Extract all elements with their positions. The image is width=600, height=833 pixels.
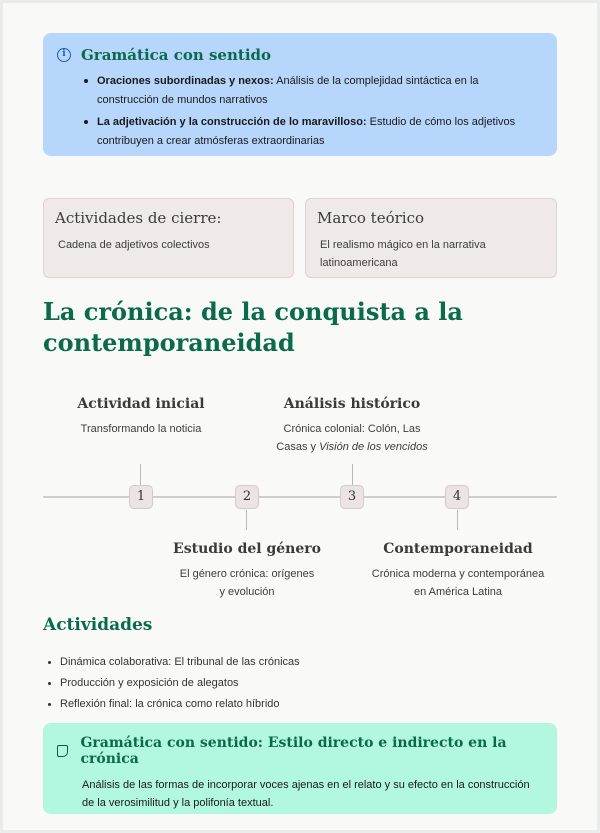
timeline-connector <box>457 510 458 530</box>
info-item-term: La adjetivación y la construcción de lo maravilloso: <box>97 116 367 128</box>
info-list <box>97 72 543 151</box>
timeline-line <box>43 496 557 498</box>
timeline-label-4 <box>368 541 548 601</box>
timeline-step-3: 3 <box>340 485 364 509</box>
info-item-text: Estudio de cómo los adjetivos contribuyen a crear atmósferas extraordinarias <box>97 116 516 147</box>
list-item: Producción y exposición de alegatos <box>60 673 300 694</box>
info-icon: i <box>57 48 71 62</box>
timeline-desc: El género crónica: orígenes y evolución <box>179 568 315 598</box>
timeline-desc: Crónica moderna y contemporánea en América Latina <box>371 568 545 598</box>
card-title: Marco teórico <box>317 209 425 227</box>
timeline-desc-text: Crónica colonial: Colón, Las Casas y <box>276 423 421 453</box>
timeline-label-3 <box>262 396 442 456</box>
info-title: Gramática con sentido <box>81 46 272 64</box>
card-text: Cadena de adjetivos colectivos <box>58 239 210 251</box>
timeline-step-4: 4 <box>445 485 469 509</box>
note-icon <box>57 745 68 757</box>
info-item <box>97 113 543 151</box>
closing-activities-card <box>43 198 294 278</box>
info-item <box>97 72 543 110</box>
timeline-desc-italic: Visión de los vencidos <box>319 441 428 453</box>
theory-card <box>305 198 557 278</box>
activities-list <box>60 652 300 715</box>
list-item: Reflexión final: la crónica como relato híbrido <box>60 694 300 715</box>
timeline-title: Análisis histórico <box>283 396 421 412</box>
info-callout <box>43 33 557 156</box>
timeline-desc: Transformando la noticia <box>80 423 202 435</box>
timeline-label-1 <box>51 396 231 438</box>
timeline-connector <box>140 464 141 485</box>
timeline-title: Estudio del género <box>173 541 321 557</box>
card-title: Actividades de cierre: <box>55 209 222 227</box>
timeline-step-1: 1 <box>129 485 153 509</box>
timeline-step-2: 2 <box>235 485 259 509</box>
note-title: Gramática con sentido: Estilo directo e indirecto en la crónica <box>80 735 507 767</box>
timeline-title: Contemporaneidad <box>383 541 533 557</box>
timeline-connector <box>246 510 247 530</box>
timeline-title: Actividad inicial <box>77 396 205 412</box>
card-text: El realismo mágico en la narrativa latinoamericana <box>320 239 486 269</box>
timeline-label-2 <box>157 541 337 601</box>
section-title: La crónica: de la conquista a la contemporaneidad <box>43 297 463 357</box>
note-text: Análisis de las formas de incorporar voces ajenas en el relato y su efecto en la construcción de la verosimilitud y la polifonía textual. <box>82 779 530 809</box>
info-item-text: Análisis de la complejidad sintáctica en la construcción de mundos narrativos <box>97 75 479 106</box>
note-callout <box>43 723 557 814</box>
activities-title: Actividades <box>43 615 153 635</box>
page <box>3 3 597 830</box>
timeline-desc <box>262 420 442 456</box>
timeline-connector <box>352 464 353 485</box>
info-item-term: Oraciones subordinadas y nexos: <box>97 75 274 87</box>
list-item: Dinámica colaborativa: El tribunal de las crónicas <box>60 652 300 673</box>
